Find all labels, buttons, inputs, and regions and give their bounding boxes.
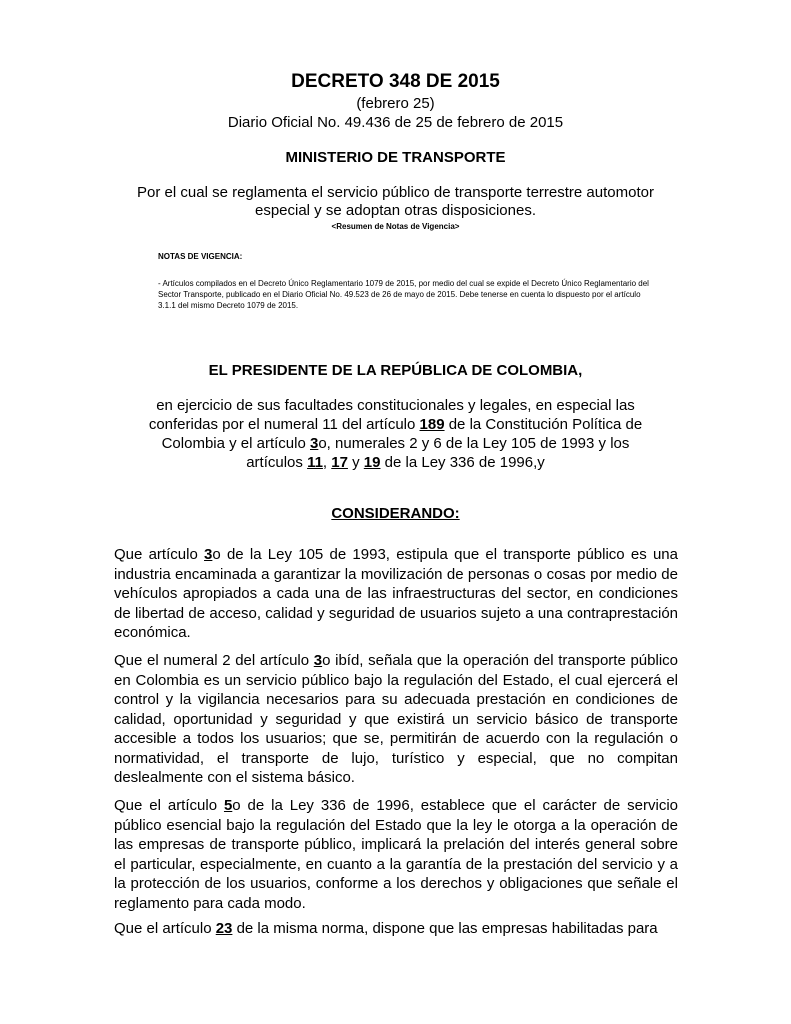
article-3-link[interactable]: 3 — [313, 652, 323, 669]
faculties-text-b: de la Constitución Política de Colombia y el artículo — [161, 416, 643, 452]
decree-date: (febrero 25) — [356, 95, 435, 112]
considerando-paragraph-3: Que el artículo 5o de la Ley 336 de 1996, establece que el carácter de servicio público esencial bajo la regulación del Estado que la ley le otorga a la operación de las empresas de transporte público, implicará la prelación del interés general sobre el particular, especialmente, en cuanto a la garantía de la prestación del servicio y a la protección de los usuarios, conforme a los derechos y obligaciones que señale el reglamento para cada modo. — [114, 797, 678, 912]
article-11-link[interactable]: 11 — [307, 454, 323, 471]
summary-notes-link[interactable]: <Resumen de Notas de Vigencia> — [331, 222, 460, 231]
article-3-link[interactable]: 3 — [204, 546, 213, 563]
considerando-paragraph-4: Que el artículo 23 de la misma norma, dispone que las empresas habilitadas para — [114, 920, 658, 937]
considerando-heading: CONSIDERANDO: — [331, 505, 460, 522]
article-3-link[interactable]: 3 — [310, 435, 319, 452]
considerando-paragraph-1: Que artículo 3o de la Ley 105 de 1993, estipula que el transporte público es una industria encaminada a garantizar la movilización de personas o cosas por medio de vehículos apropiados a cada una de las infraestructuras del sector, en condiciones de libertad de acceso, calidad y seguridad de usuarios sujeto a una contraprestación económica. — [114, 546, 678, 641]
faculties-text-e: y — [347, 454, 364, 471]
decree-purpose: Por el cual se reglamenta el servicio público de transporte terrestre automotor especial y se adoptan otras disposiciones. — [137, 184, 654, 219]
decree-title: DECRETO 348 DE 2015 — [291, 71, 500, 92]
considerando-paragraph-2: Que el numeral 2 del artículo 3o ibíd, señala que la operación del transporte público en Colombia es un servicio público bajo la regulación del Estado, el cual ejercerá el control y la vigilancia necesarios para su adecuada prestación en condiciones de calidad, oportunidad y seguridad y que existirá un servicio básico de transporte accesible a todos los usuarios; que se, permitirán de acuerdo con la regulación o normatividad, el transporte de lujo, turístico y especial, que no compitan deslealmente con el sistema básico. — [114, 652, 678, 786]
article-17-link[interactable]: 17 — [331, 454, 348, 471]
article-19-link[interactable]: 19 — [363, 454, 381, 471]
president-heading: EL PRESIDENTE DE LA REPÚBLICA DE COLOMBIA, — [208, 362, 583, 379]
faculties-paragraph — [140, 396, 651, 472]
article-189-link[interactable]: 189 — [419, 416, 445, 433]
faculties-text-d: , — [322, 454, 332, 471]
validity-notes-heading: NOTAS DE VIGENCIA: — [158, 252, 243, 261]
validity-notes-body: - Artículos compilados en el Decreto Único Reglamentario 1079 de 2015, por medio del cual se expide el Decreto Único Reglamentario del Sector Transporte, publicado en el Diario Oficial No. 49.523 de 26 de mayo de 2015. Debe tenerse en cuenta lo dispuesto por el artículo 3.1.1 del mismo Decreto 1079 de 2015. — [158, 279, 649, 310]
faculties-text-f: de la Ley 336 de 1996,y — [380, 454, 545, 471]
article-23-link[interactable]: 23 — [215, 920, 233, 937]
faculties-text-c: o, numerales 2 y 6 de la Ley 105 de 1993 y los artículos — [246, 435, 630, 471]
gazette-reference: Diario Oficial No. 49.436 de 25 de febrero de 2015 — [227, 114, 564, 131]
faculties-text-a: en ejercicio de sus facultades constitucionales y legales, en especial las conferidas por el numeral 11 del artículo — [148, 397, 635, 433]
ministry-name: MINISTERIO DE TRANSPORTE — [285, 149, 506, 166]
article-5-link[interactable]: 5 — [223, 797, 233, 814]
